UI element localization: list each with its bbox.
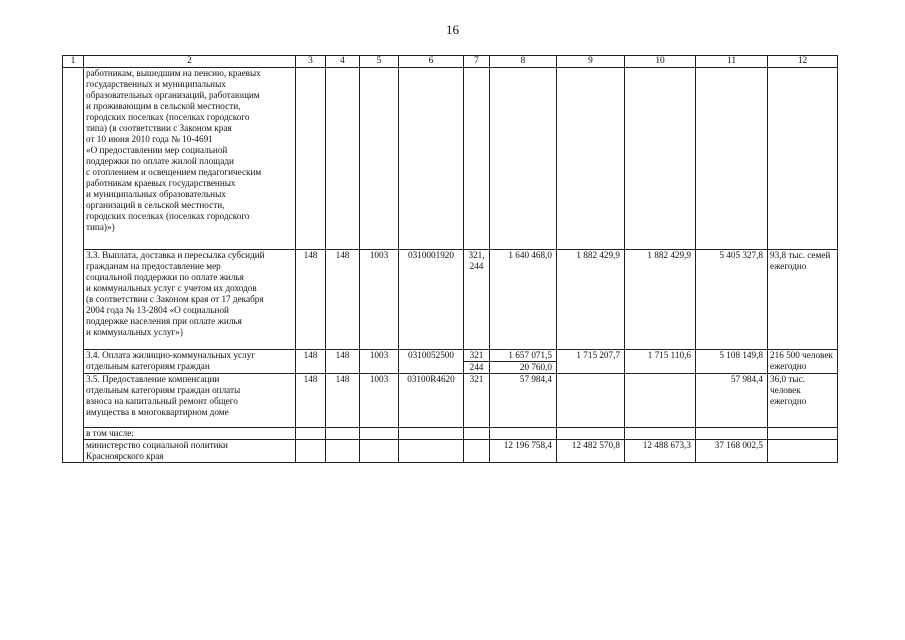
table-row [63,350,838,374]
year-1-value: 1 657 071,5 [490,350,556,362]
cell-expense-type [464,428,490,440]
table-row [63,374,838,428]
cell-year-2: 12 482 570,8 [557,440,625,463]
cell-grbs-code [326,68,360,250]
cell-section-code [360,440,399,463]
cell-grbs-code: 148 [326,374,360,428]
row-description: работникам, вышедшим на пенсию, краевых государственных и муниципальных образовательных организаций, работающим и проживающим в сельской местности, городских поселках (поселках городского типа) (в соответствии с Законом края от 10 июня 2010 года № 10-4691 «О предоставлении мер социальной поддержки по оплате жилой площади с отоплением и освещением педагогическим работникам краевых государственных и муниципальных образовательных организаций в сельской местности, городских поселках (поселках городского типа)») [84,68,296,250]
cell-section-code: 1003 [360,250,399,350]
cell-year-1: 1 640 468,0 [490,250,557,350]
cell-expense-type: 321 [464,374,490,428]
cell-year-3 [625,68,696,250]
cell-expense-type: 321, 244 [464,250,490,350]
row-description: в том числе: [84,428,296,440]
table-row [63,250,838,350]
cell-year-1 [490,68,557,250]
col-header-6: 6 [399,56,464,68]
cell-total: 57 984,4 [696,374,768,428]
page-number: 16 [446,22,459,37]
cell-section-code [360,68,399,250]
col-header-5: 5 [360,56,399,68]
cell-total: 5 405 327,8 [696,250,768,350]
table-row [63,68,838,250]
col-header-12: 12 [768,56,838,68]
cell-gr-code: 148 [296,374,326,428]
cell-year-2 [557,374,625,428]
table-row [63,428,838,440]
cell-grbs-code: 148 [326,250,360,350]
cell-result [768,440,838,463]
header-row [63,56,838,68]
row-description: 3.3. Выплата, доставка и пересылка субсидий гражданам на предоставление мер социальной поддержки по оплате жилья и коммунальных услуг с учетом их доходов (в соответствии с Законом края от 17 декабря 2004 года № 13-2804 «О социальной поддержке населения при оплате жилья и коммунальных услуг») [84,250,296,350]
cell-total [696,68,768,250]
col-header-7: 7 [464,56,490,68]
cell-result: 36,0 тыс. человек ежегодно [768,374,838,428]
cell-year-3: 12 488 673,3 [625,440,696,463]
cell-gr-code [296,440,326,463]
cell-total [696,428,768,440]
cell-year-2: 1 882 429,9 [557,250,625,350]
cell-target-code: 0310001920 [399,250,464,350]
cell-year-3: 1 882 429,9 [625,250,696,350]
table-row [63,440,838,463]
cell-target-code [399,68,464,250]
cell-year-1: 57 984,4 [490,374,557,428]
col-header-1: 1 [63,56,84,68]
cell-target-code: 0310052500 [399,350,464,374]
year-1-value: 20 760,0 [519,362,552,372]
cell-year-1 [490,428,557,440]
col-header-8: 8 [490,56,557,68]
cell-gr-code: 148 [296,250,326,350]
cell-year-2 [557,428,625,440]
row-number-cell [63,68,84,463]
cell-year-3 [625,374,696,428]
cell-result: 216 500 человек ежегодно [768,350,838,374]
row-description: 3.5. Предоставление компенсации отдельным категориям граждан оплаты взноса на капитальный ремонт общего имущества в многоквартирном доме [84,374,296,428]
cell-grbs-code: 148 [326,350,360,374]
cell-gr-code [296,428,326,440]
cell-target-code: 03100R4620 [399,374,464,428]
col-header-3: 3 [296,56,326,68]
cell-target-code [399,440,464,463]
cell-year-2 [557,68,625,250]
cell-year-1: 12 196 758,4 [490,440,557,463]
expense-type-value: 321 [464,350,489,362]
cell-year-3: 1 715 110,6 [625,350,696,374]
cell-result [768,428,838,440]
col-header-2: 2 [84,56,296,68]
cell-year-2: 1 715 207,7 [557,350,625,374]
expense-type-value: 244 [469,362,484,372]
col-header-4: 4 [326,56,360,68]
cell-grbs-code [326,440,360,463]
cell-total: 37 168 002,5 [696,440,768,463]
cell-total: 5 108 149,8 [696,350,768,374]
cell-expense-type [464,68,490,250]
cell-year-1 [490,350,557,374]
cell-section-code [360,428,399,440]
col-header-9: 9 [557,56,625,68]
cell-section-code: 1003 [360,374,399,428]
cell-expense-type [464,440,490,463]
cell-result: 93,8 тыс. семей ежегодно [768,250,838,350]
cell-section-code: 1003 [360,350,399,374]
cell-expense-type [464,350,490,374]
col-header-10: 10 [625,56,696,68]
cell-gr-code: 148 [296,350,326,374]
cell-result [768,68,838,250]
cell-year-3 [625,428,696,440]
cell-target-code [399,428,464,440]
row-description: министерство социальной политики Красноярского края [84,440,296,463]
col-header-11: 11 [696,56,768,68]
cell-gr-code [296,68,326,250]
cell-grbs-code [326,428,360,440]
budget-table [62,55,838,463]
row-description: 3.4. Оплата жилищно-коммунальных услуг отдельным категориям граждан [84,350,296,374]
